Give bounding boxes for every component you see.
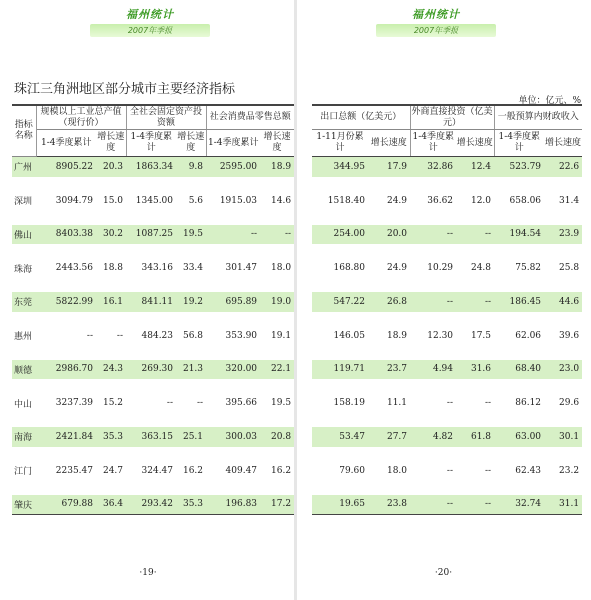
cumulative-value: 68.40 — [494, 360, 544, 380]
table-row — [312, 177, 582, 225]
table-row — [12, 312, 294, 360]
growth-rate: 12.4 — [456, 157, 494, 177]
table-row — [12, 177, 294, 225]
city-name: 深圳 — [14, 197, 33, 207]
right-indicator-table — [312, 104, 582, 515]
cumulative-value: -- — [410, 495, 456, 515]
growth-rate: 24.3 — [96, 360, 126, 380]
page-title: 珠江三角洲地区部分城市主要经济指标 — [14, 82, 236, 97]
cumulative-value: 196.83 — [206, 495, 260, 515]
subheader: 1-4季度累计 — [410, 130, 456, 157]
logo-text: 福州统计 — [412, 8, 460, 21]
growth-rate: 31.4 — [559, 195, 580, 206]
cumulative-value: 300.03 — [206, 427, 260, 447]
year-label: 2007年季报 — [90, 24, 210, 37]
cumulative-value: 2986.70 — [36, 360, 96, 380]
cumulative-value: 79.60 — [339, 465, 365, 476]
cumulative-value: 53.47 — [312, 427, 368, 447]
table-row — [312, 360, 582, 380]
growth-rate: 22.1 — [260, 360, 294, 380]
growth-rate: -- — [456, 225, 494, 245]
group-header: 规模以上工业总产值（现行价） — [36, 105, 126, 130]
cumulative-value: 8403.38 — [36, 225, 96, 245]
growth-rate: 27.7 — [368, 427, 410, 447]
growth-rate: 18.0 — [271, 263, 292, 273]
cumulative-value: 12.30 — [427, 330, 454, 341]
growth-rate: 25.1 — [176, 427, 206, 447]
cumulative-value: 119.71 — [312, 360, 368, 380]
growth-rate: 23.8 — [368, 495, 410, 515]
growth-rate: 18.8 — [102, 263, 124, 273]
cumulative-value: -- — [206, 225, 260, 245]
cumulative-value: 75.82 — [515, 263, 542, 273]
subheader: 增长速度 — [456, 130, 494, 157]
growth-rate: 33.4 — [182, 263, 204, 273]
cumulative-value: -- — [86, 330, 93, 341]
cumulative-value: 658.06 — [509, 195, 542, 206]
table-row — [312, 447, 582, 495]
cumulative-value: 269.30 — [126, 360, 176, 380]
cumulative-value: 158.19 — [333, 398, 365, 408]
cumulative-value: 301.47 — [225, 263, 258, 273]
cumulative-value: 3237.39 — [55, 398, 93, 408]
growth-rate: 23.2 — [559, 465, 580, 476]
table-row — [12, 225, 294, 245]
growth-rate: 19.5 — [176, 225, 206, 245]
growth-rate: 56.8 — [182, 330, 204, 341]
cumulative-value: 2421.84 — [36, 427, 96, 447]
growth-rate: 16.1 — [96, 292, 126, 312]
cumulative-value: 4.94 — [410, 360, 456, 380]
table-row — [12, 360, 294, 380]
growth-rate: 18.0 — [386, 465, 408, 476]
cumulative-value: 343.16 — [141, 263, 174, 273]
cumulative-value: 523.79 — [494, 157, 544, 177]
cumulative-value: 86.12 — [515, 398, 542, 408]
growth-rate: -- — [456, 495, 494, 515]
subheader: 增长速度 — [368, 130, 410, 157]
growth-rate: 21.3 — [176, 360, 206, 380]
growth-rate: -- — [260, 225, 294, 245]
cumulative-value: 168.80 — [333, 263, 365, 273]
cumulative-value: 2595.00 — [206, 157, 260, 177]
subheader: 1-4季度累计 — [126, 130, 176, 157]
growth-rate: -- — [116, 330, 124, 341]
subheader: 增长速度 — [176, 130, 206, 157]
growth-rate: 35.3 — [96, 427, 126, 447]
cumulative-value: -- — [166, 398, 174, 408]
growth-rate: -- — [484, 465, 492, 476]
city-name: 东莞 — [12, 292, 36, 312]
growth-rate: 15.2 — [102, 398, 124, 408]
table-row — [312, 495, 582, 515]
page-number: ·19· — [139, 568, 157, 578]
cumulative-value: 484.23 — [141, 330, 174, 341]
subheader: 增长速度 — [96, 130, 126, 157]
table-row — [312, 379, 582, 427]
cumulative-value: -- — [446, 465, 454, 476]
cumulative-value: 679.88 — [36, 495, 96, 515]
growth-rate: 20.3 — [96, 157, 126, 177]
unit-label: 单位：亿元、% — [518, 96, 581, 106]
growth-rate: 24.8 — [470, 263, 492, 273]
cumulative-value: 8905.22 — [36, 157, 96, 177]
growth-rate: -- — [484, 398, 492, 408]
table-row — [12, 427, 294, 447]
cumulative-value: 62.06 — [515, 330, 542, 341]
left-header — [90, 8, 210, 37]
growth-rate: -- — [196, 398, 204, 408]
city-name: 佛山 — [12, 225, 36, 245]
growth-rate: 25.8 — [559, 263, 580, 273]
growth-rate: 26.8 — [368, 292, 410, 312]
growth-rate: 19.0 — [260, 292, 294, 312]
growth-rate: 18.9 — [386, 330, 408, 341]
city-name: 中山 — [14, 399, 33, 410]
page-number: ·20· — [434, 568, 453, 578]
city-name: 珠海 — [14, 264, 33, 275]
growth-rate: 19.1 — [271, 330, 292, 341]
cumulative-value: 62.43 — [515, 465, 542, 476]
group-header: 全社会固定资产投资额 — [126, 105, 206, 130]
growth-rate: 36.4 — [96, 495, 126, 515]
cumulative-value: 2443.56 — [55, 263, 93, 273]
cumulative-value: 254.00 — [312, 225, 368, 245]
cumulative-value: 1518.40 — [327, 195, 365, 206]
table-row — [312, 312, 582, 360]
growth-rate: 23.7 — [368, 360, 410, 380]
growth-rate: 35.3 — [176, 495, 206, 515]
growth-rate: 61.8 — [456, 427, 494, 447]
cumulative-value: 1087.25 — [126, 225, 176, 245]
growth-rate: 31.6 — [456, 360, 494, 380]
growth-rate: 12.0 — [470, 195, 492, 206]
growth-rate: 23.9 — [544, 225, 582, 245]
growth-rate: 5.6 — [188, 195, 204, 206]
right-page — [296, 0, 591, 600]
growth-rate: 30.1 — [544, 427, 582, 447]
row-label-header: 指标名称 — [12, 105, 36, 157]
growth-rate: 17.9 — [368, 157, 410, 177]
cumulative-value: 395.66 — [225, 398, 258, 408]
cumulative-value: 63.00 — [494, 427, 544, 447]
cumulative-value: 36.62 — [427, 195, 454, 206]
growth-rate: 29.6 — [559, 398, 580, 408]
growth-rate: 20.8 — [260, 427, 294, 447]
group-header: 外商直接投资（亿美元） — [411, 106, 493, 128]
growth-rate: 19.2 — [176, 292, 206, 312]
right-header — [376, 8, 496, 37]
table-row — [12, 379, 294, 427]
cumulative-value: 841.11 — [126, 292, 176, 312]
cumulative-value: 1863.34 — [126, 157, 176, 177]
growth-rate: 24.9 — [386, 195, 408, 206]
group-header: 一般预算内财政收入 — [494, 105, 582, 130]
growth-rate: 22.6 — [544, 157, 582, 177]
subheader: 增长速度 — [544, 130, 582, 157]
cumulative-value: 1915.03 — [219, 195, 258, 206]
cumulative-value: 10.29 — [427, 263, 454, 273]
growth-rate: 20.0 — [368, 225, 410, 245]
cumulative-value: 293.42 — [126, 495, 176, 515]
growth-rate: 15.0 — [102, 195, 124, 206]
year-label: 2007年季报 — [376, 24, 496, 37]
table-row — [312, 427, 582, 447]
growth-rate: 18.9 — [260, 157, 294, 177]
growth-rate: 14.6 — [271, 195, 292, 206]
growth-rate: 44.6 — [544, 292, 582, 312]
left-indicator-table — [12, 104, 294, 515]
cumulative-value: 5822.99 — [36, 292, 96, 312]
cumulative-value: 547.22 — [312, 292, 368, 312]
city-name: 南海 — [12, 427, 36, 447]
growth-rate: 17.2 — [260, 495, 294, 515]
cumulative-value: 324.47 — [141, 465, 174, 476]
growth-rate: 24.9 — [386, 263, 408, 273]
growth-rate: 17.5 — [470, 330, 492, 341]
cumulative-value: 320.00 — [206, 360, 260, 380]
growth-rate: 11.1 — [386, 398, 408, 408]
cumulative-value: 186.45 — [494, 292, 544, 312]
cumulative-value: 32.74 — [494, 495, 544, 515]
table-row — [12, 292, 294, 312]
city-name: 肇庆 — [12, 495, 36, 515]
cumulative-value: 2235.47 — [55, 465, 93, 476]
subheader: 1-4季度累计 — [36, 130, 96, 157]
cumulative-value: 695.89 — [206, 292, 260, 312]
table-row — [312, 244, 582, 292]
table-row — [312, 225, 582, 245]
table-row — [12, 244, 294, 292]
growth-rate: 16.2 — [182, 465, 204, 476]
subheader: 增长速度 — [260, 130, 294, 157]
cumulative-value: 409.47 — [225, 465, 258, 476]
subheader: 1-11月份累计 — [312, 130, 368, 157]
cumulative-value: 344.95 — [312, 157, 368, 177]
table-row — [12, 495, 294, 515]
cumulative-value: 1345.00 — [135, 195, 174, 206]
table-row — [12, 157, 294, 177]
growth-rate: -- — [456, 292, 494, 312]
cumulative-value: 146.05 — [333, 330, 365, 341]
city-name: 惠州 — [14, 332, 33, 342]
city-name: 顺德 — [12, 360, 36, 380]
growth-rate: 16.2 — [271, 465, 292, 476]
cumulative-value: -- — [410, 292, 456, 312]
growth-rate: 9.8 — [176, 157, 206, 177]
cumulative-value: 363.15 — [126, 427, 176, 447]
growth-rate: 23.0 — [544, 360, 582, 380]
city-name: 广州 — [12, 157, 36, 177]
subheader: 1-4季度累计 — [206, 130, 260, 157]
subheader: 1-4季度累计 — [494, 130, 544, 157]
group-header: 社会消费品零售总额 — [206, 105, 294, 130]
cumulative-value: 194.54 — [494, 225, 544, 245]
cumulative-value: -- — [410, 225, 456, 245]
growth-rate: 30.2 — [96, 225, 126, 245]
cumulative-value: 353.90 — [225, 330, 258, 341]
table-row — [312, 292, 582, 312]
group-header: 出口总额（亿美元） — [312, 105, 410, 130]
table-row — [12, 447, 294, 495]
growth-rate: 39.6 — [559, 330, 580, 341]
city-name: 江门 — [14, 467, 33, 477]
cumulative-value: 32.86 — [410, 157, 456, 177]
growth-rate: 31.1 — [544, 495, 582, 515]
growth-rate: 24.7 — [102, 465, 124, 476]
cumulative-value: 3094.79 — [55, 195, 93, 206]
cumulative-value: 19.65 — [312, 495, 368, 515]
cumulative-value: 4.82 — [410, 427, 456, 447]
growth-rate: 19.5 — [271, 398, 292, 408]
cumulative-value: -- — [446, 398, 454, 408]
logo-text: 福州统计 — [126, 8, 174, 21]
table-row — [312, 157, 582, 177]
